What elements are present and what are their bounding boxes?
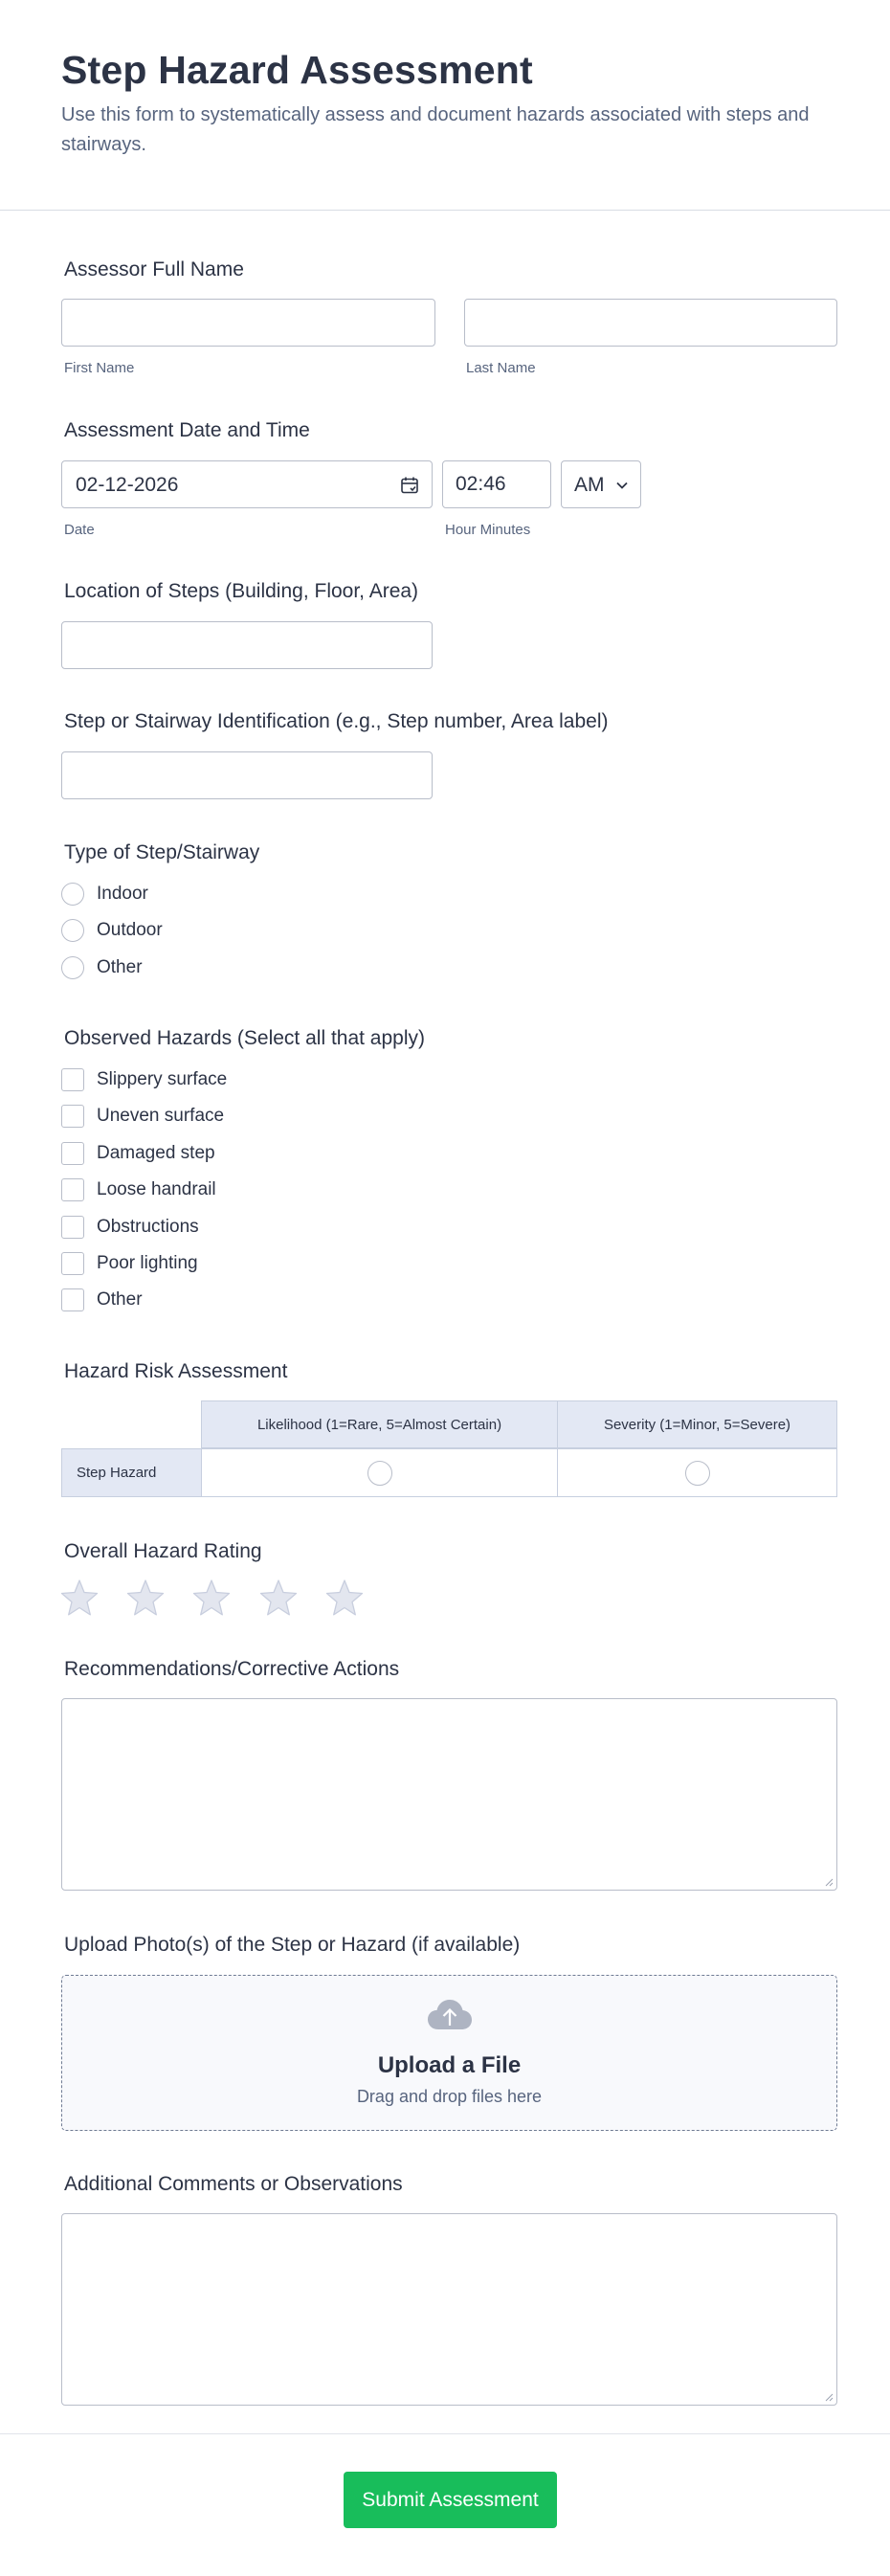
cloud-upload-icon	[426, 1997, 474, 2033]
checkbox[interactable]	[61, 1288, 84, 1311]
matrix-column-likelihood: Likelihood (1=Rare, 5=Almost Certain)	[201, 1400, 558, 1448]
matrix-cell-likelihood	[201, 1448, 558, 1497]
checkbox[interactable]	[61, 1142, 84, 1165]
checkbox-label: Slippery surface	[97, 1069, 228, 1089]
radio-option-label: Outdoor	[97, 920, 163, 940]
comments-textarea[interactable]	[61, 2213, 837, 2406]
checkbox-label: Other	[97, 1289, 143, 1310]
step-type-label: Type of Step/Stairway	[64, 841, 260, 863]
chevron-down-icon	[615, 479, 629, 492]
form-subtitle: Use this form to systematically assess and document hazards associated with steps and stairways.	[61, 104, 810, 155]
date-value: 02-12-2026	[76, 474, 179, 496]
checkbox-label: Damaged step	[97, 1143, 215, 1163]
time-input[interactable]	[442, 460, 551, 508]
checkbox-label: Obstructions	[97, 1217, 199, 1237]
location-input[interactable]	[61, 621, 433, 669]
resize-handle-icon[interactable]	[824, 1877, 834, 1887]
checkbox[interactable]	[61, 1068, 84, 1091]
rating-label: Overall Hazard Rating	[64, 1540, 262, 1562]
star-icon[interactable]	[59, 1578, 100, 1618]
upload-title: Upload a File	[377, 2052, 522, 2078]
checkbox[interactable]	[61, 1105, 84, 1128]
hazards-label: Observed Hazards (Select all that apply)	[64, 1027, 426, 1049]
checkbox[interactable]	[61, 1252, 84, 1275]
calendar-icon[interactable]	[400, 476, 419, 495]
star-icon[interactable]	[258, 1578, 299, 1618]
matrix-cell-severity	[557, 1448, 837, 1497]
checkbox-label: Uneven surface	[97, 1106, 225, 1126]
form-title: Step Hazard Assessment	[61, 48, 533, 92]
checkbox-label: Poor lighting	[97, 1253, 198, 1273]
date-input[interactable]	[61, 460, 433, 508]
risk-matrix	[61, 1400, 837, 1497]
radio-button[interactable]	[61, 883, 84, 906]
form-header	[0, 0, 890, 211]
radio-option-label: Other	[97, 957, 143, 977]
risk-label: Hazard Risk Assessment	[64, 1360, 288, 1382]
checkbox-label: Loose handrail	[97, 1179, 216, 1199]
ampm-select[interactable]	[561, 460, 641, 508]
first-name-sublabel: First Name	[64, 360, 135, 376]
star-icon[interactable]	[324, 1578, 365, 1618]
identification-input[interactable]	[61, 751, 433, 799]
ampm-value: AM	[574, 474, 605, 496]
checkbox[interactable]	[61, 1216, 84, 1239]
radio-button[interactable]	[61, 919, 84, 942]
resize-handle-icon[interactable]	[824, 2392, 834, 2402]
radio-option-label: Indoor	[97, 884, 148, 904]
identification-label: Step or Stairway Identification (e.g., Step number, Area label)	[64, 710, 609, 732]
matrix-row-label: Step Hazard	[61, 1448, 202, 1497]
radio-button[interactable]	[61, 956, 84, 979]
upload-subtitle: Drag and drop files here	[356, 2087, 543, 2106]
star-icon[interactable]	[191, 1578, 232, 1618]
severity-radio[interactable]	[685, 1461, 710, 1486]
last-name-sublabel: Last Name	[466, 360, 536, 376]
likelihood-radio[interactable]	[367, 1461, 392, 1486]
recommendations-textarea[interactable]	[61, 1698, 837, 1891]
time-sublabel: Hour Minutes	[445, 522, 531, 538]
checkbox[interactable]	[61, 1178, 84, 1201]
submit-button[interactable]: Submit Assessment	[344, 2472, 557, 2528]
date-sublabel: Date	[64, 522, 95, 538]
assessor-label: Assessor Full Name	[64, 258, 244, 280]
first-name-input[interactable]	[61, 299, 435, 347]
recommendations-label: Recommendations/Corrective Actions	[64, 1658, 400, 1680]
last-name-input[interactable]	[464, 299, 837, 347]
location-label: Location of Steps (Building, Floor, Area)	[64, 580, 419, 602]
datetime-label: Assessment Date and Time	[64, 419, 310, 441]
file-upload-dropzone[interactable]	[61, 1975, 837, 2131]
matrix-column-severity: Severity (1=Minor, 5=Severe)	[557, 1400, 837, 1448]
form-footer	[0, 2433, 890, 2576]
comments-label: Additional Comments or Observations	[64, 2173, 403, 2195]
upload-label: Upload Photo(s) of the Step or Hazard (if available)	[64, 1934, 521, 1956]
star-icon[interactable]	[125, 1578, 166, 1618]
